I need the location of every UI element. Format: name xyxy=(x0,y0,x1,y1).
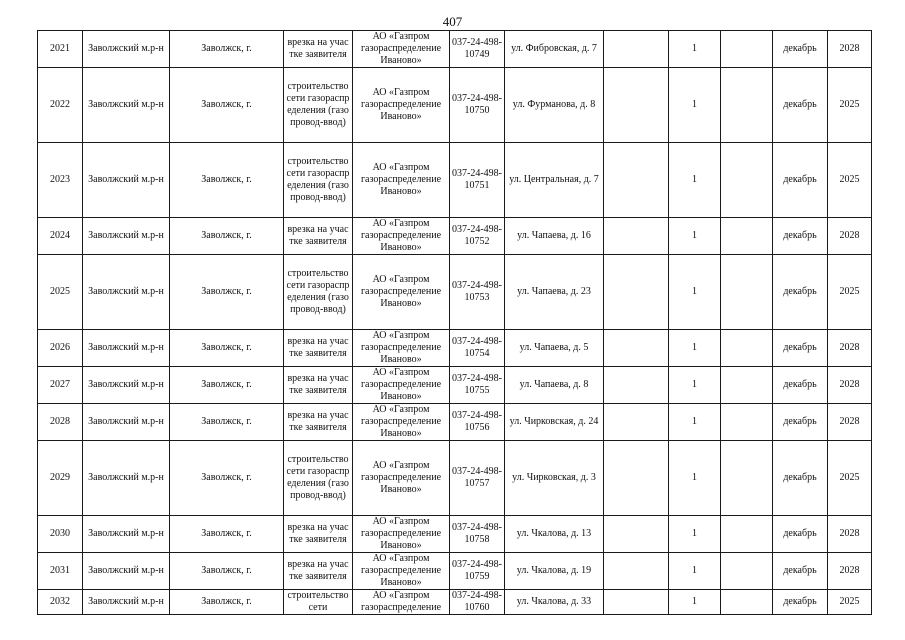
empty-cell xyxy=(721,553,773,590)
year-cell: 2025 xyxy=(828,590,872,615)
empty-cell xyxy=(604,590,669,615)
city-cell: Заволжск, г. xyxy=(170,516,284,553)
table-row xyxy=(38,31,872,68)
row-number-cell: 2022 xyxy=(38,68,83,143)
organization-cell: АО «Газпром газораспределение Иваново» xyxy=(353,218,450,255)
city-cell: Заволжск, г. xyxy=(170,441,284,516)
city-cell: Заволжск, г. xyxy=(170,218,284,255)
district-cell: Заволжский м.р-н xyxy=(83,330,170,367)
work-type-cell: врезка на участке заявителя xyxy=(284,330,353,367)
empty-cell xyxy=(604,68,669,143)
year-cell: 2028 xyxy=(828,367,872,404)
registry-code-cell: 037-24-498-10758 xyxy=(450,516,505,553)
address-cell: ул. Чирковская, д. 24 xyxy=(505,404,604,441)
month-cell: декабрь xyxy=(773,441,828,516)
row-number-cell: 2027 xyxy=(38,367,83,404)
organization-cell: АО «Газпром газораспределение Иваново» xyxy=(353,441,450,516)
month-cell: декабрь xyxy=(773,255,828,330)
address-cell: ул. Чкалова, д. 19 xyxy=(505,553,604,590)
table-row xyxy=(38,553,872,590)
address-cell: ул. Фурманова, д. 8 xyxy=(505,68,604,143)
table-row xyxy=(38,404,872,441)
row-number-cell: 2028 xyxy=(38,404,83,441)
district-cell: Заволжский м.р-н xyxy=(83,367,170,404)
organization-cell: АО «Газпром газораспределение xyxy=(353,590,450,615)
work-type-cell: врезка на участке заявителя xyxy=(284,218,353,255)
quantity-cell: 1 xyxy=(669,441,721,516)
row-number-cell: 2024 xyxy=(38,218,83,255)
quantity-cell: 1 xyxy=(669,516,721,553)
empty-cell xyxy=(604,553,669,590)
table-row xyxy=(38,330,872,367)
empty-cell xyxy=(604,31,669,68)
work-type-cell: строительство сети газораспределения (газопровод-ввод) xyxy=(284,255,353,330)
address-cell: ул. Чирковская, д. 3 xyxy=(505,441,604,516)
year-cell: 2028 xyxy=(828,218,872,255)
empty-cell xyxy=(604,441,669,516)
empty-cell xyxy=(721,590,773,615)
address-cell: ул. Центральная, д. 7 xyxy=(505,143,604,218)
row-number-cell: 2025 xyxy=(38,255,83,330)
month-cell: декабрь xyxy=(773,516,828,553)
empty-cell xyxy=(721,218,773,255)
row-number-cell: 2026 xyxy=(38,330,83,367)
district-cell: Заволжский м.р-н xyxy=(83,590,170,615)
registry-code-cell: 037-24-498-10751 xyxy=(450,143,505,218)
empty-cell xyxy=(604,404,669,441)
year-cell: 2028 xyxy=(828,553,872,590)
quantity-cell: 1 xyxy=(669,330,721,367)
district-cell: Заволжский м.р-н xyxy=(83,31,170,68)
quantity-cell: 1 xyxy=(669,404,721,441)
registry-code-cell: 037-24-498-10750 xyxy=(450,68,505,143)
empty-cell xyxy=(604,330,669,367)
quantity-cell: 1 xyxy=(669,255,721,330)
city-cell: Заволжск, г. xyxy=(170,367,284,404)
address-cell: ул. Чкалова, д. 13 xyxy=(505,516,604,553)
row-number-cell: 2031 xyxy=(38,553,83,590)
city-cell: Заволжск, г. xyxy=(170,68,284,143)
work-type-cell: строительство сети xyxy=(284,590,353,615)
organization-cell: АО «Газпром газораспределение Иваново» xyxy=(353,255,450,330)
table-row xyxy=(38,255,872,330)
table-row xyxy=(38,218,872,255)
page-number: 407 xyxy=(442,14,463,29)
month-cell: декабрь xyxy=(773,367,828,404)
organization-cell: АО «Газпром газораспределение Иваново» xyxy=(353,553,450,590)
row-number-cell: 2032 xyxy=(38,590,83,615)
table-row xyxy=(38,68,872,143)
year-cell: 2028 xyxy=(828,404,872,441)
month-cell: декабрь xyxy=(773,330,828,367)
row-number-cell: 2023 xyxy=(38,143,83,218)
month-cell: декабрь xyxy=(773,404,828,441)
city-cell: Заволжск, г. xyxy=(170,143,284,218)
year-cell: 2025 xyxy=(828,255,872,330)
work-type-cell: врезка на участке заявителя xyxy=(284,367,353,404)
empty-cell xyxy=(721,143,773,218)
empty-cell xyxy=(604,218,669,255)
registry-code-cell: 037-24-498-10756 xyxy=(450,404,505,441)
city-cell: Заволжск, г. xyxy=(170,31,284,68)
city-cell: Заволжск, г. xyxy=(170,590,284,615)
empty-cell xyxy=(721,31,773,68)
registry-code-cell: 037-24-498-10760 xyxy=(450,590,505,615)
district-cell: Заволжский м.р-н xyxy=(83,255,170,330)
work-type-cell: врезка на участке заявителя xyxy=(284,553,353,590)
empty-cell xyxy=(721,404,773,441)
empty-cell xyxy=(721,441,773,516)
registry-code-cell: 037-24-498-10749 xyxy=(450,31,505,68)
year-cell: 2025 xyxy=(828,68,872,143)
year-cell: 2028 xyxy=(828,31,872,68)
gas-connection-table xyxy=(37,30,872,615)
district-cell: Заволжский м.р-н xyxy=(83,143,170,218)
organization-cell: АО «Газпром газораспределение Иваново» xyxy=(353,31,450,68)
address-cell: ул. Фибровская, д. 7 xyxy=(505,31,604,68)
address-cell: ул. Чапаева, д. 23 xyxy=(505,255,604,330)
empty-cell xyxy=(604,255,669,330)
year-cell: 2025 xyxy=(828,143,872,218)
empty-cell xyxy=(721,516,773,553)
month-cell: декабрь xyxy=(773,31,828,68)
quantity-cell: 1 xyxy=(669,31,721,68)
registry-code-cell: 037-24-498-10759 xyxy=(450,553,505,590)
district-cell: Заволжский м.р-н xyxy=(83,68,170,143)
address-cell: ул. Чапаева, д. 8 xyxy=(505,367,604,404)
month-cell: декабрь xyxy=(773,218,828,255)
address-cell: ул. Чкалова, д. 33 xyxy=(505,590,604,615)
work-type-cell: врезка на участке заявителя xyxy=(284,516,353,553)
table-row xyxy=(38,590,872,615)
registry-code-cell: 037-24-498-10754 xyxy=(450,330,505,367)
month-cell: декабрь xyxy=(773,553,828,590)
year-cell: 2028 xyxy=(828,516,872,553)
city-cell: Заволжск, г. xyxy=(170,553,284,590)
year-cell: 2025 xyxy=(828,441,872,516)
city-cell: Заволжск, г. xyxy=(170,330,284,367)
quantity-cell: 1 xyxy=(669,143,721,218)
table-row xyxy=(38,516,872,553)
quantity-cell: 1 xyxy=(669,590,721,615)
city-cell: Заволжск, г. xyxy=(170,255,284,330)
organization-cell: АО «Газпром газораспределение Иваново» xyxy=(353,68,450,143)
row-number-cell: 2021 xyxy=(38,31,83,68)
registry-code-cell: 037-24-498-10755 xyxy=(450,367,505,404)
city-cell: Заволжск, г. xyxy=(170,404,284,441)
registry-code-cell: 037-24-498-10753 xyxy=(450,255,505,330)
registry-code-cell: 037-24-498-10757 xyxy=(450,441,505,516)
empty-cell xyxy=(721,367,773,404)
empty-cell xyxy=(604,367,669,404)
table-row xyxy=(38,367,872,404)
year-cell: 2028 xyxy=(828,330,872,367)
quantity-cell: 1 xyxy=(669,68,721,143)
registry-code-cell: 037-24-498-10752 xyxy=(450,218,505,255)
empty-cell xyxy=(721,330,773,367)
empty-cell xyxy=(604,143,669,218)
month-cell: декабрь xyxy=(773,590,828,615)
district-cell: Заволжский м.р-н xyxy=(83,441,170,516)
district-cell: Заволжский м.р-н xyxy=(83,404,170,441)
organization-cell: АО «Газпром газораспределение Иваново» xyxy=(353,404,450,441)
work-type-cell: врезка на участке заявителя xyxy=(284,31,353,68)
work-type-cell: врезка на участке заявителя xyxy=(284,404,353,441)
organization-cell: АО «Газпром газораспределение Иваново» xyxy=(353,143,450,218)
month-cell: декабрь xyxy=(773,143,828,218)
table-row xyxy=(38,441,872,516)
empty-cell xyxy=(721,68,773,143)
empty-cell xyxy=(721,255,773,330)
month-cell: декабрь xyxy=(773,68,828,143)
organization-cell: АО «Газпром газораспределение Иваново» xyxy=(353,367,450,404)
district-cell: Заволжский м.р-н xyxy=(83,553,170,590)
work-type-cell: строительство сети газораспределения (газопровод-ввод) xyxy=(284,68,353,143)
table-body xyxy=(38,31,872,615)
empty-cell xyxy=(604,516,669,553)
organization-cell: АО «Газпром газораспределение Иваново» xyxy=(353,330,450,367)
quantity-cell: 1 xyxy=(669,367,721,404)
row-number-cell: 2030 xyxy=(38,516,83,553)
organization-cell: АО «Газпром газораспределение Иваново» xyxy=(353,516,450,553)
work-type-cell: строительство сети газораспределения (газопровод-ввод) xyxy=(284,143,353,218)
address-cell: ул. Чапаева, д. 5 xyxy=(505,330,604,367)
quantity-cell: 1 xyxy=(669,218,721,255)
row-number-cell: 2029 xyxy=(38,441,83,516)
table-row xyxy=(38,143,872,218)
address-cell: ул. Чапаева, д. 16 xyxy=(505,218,604,255)
quantity-cell: 1 xyxy=(669,553,721,590)
district-cell: Заволжский м.р-н xyxy=(83,516,170,553)
district-cell: Заволжский м.р-н xyxy=(83,218,170,255)
work-type-cell: строительство сети газораспределения (газопровод-ввод) xyxy=(284,441,353,516)
